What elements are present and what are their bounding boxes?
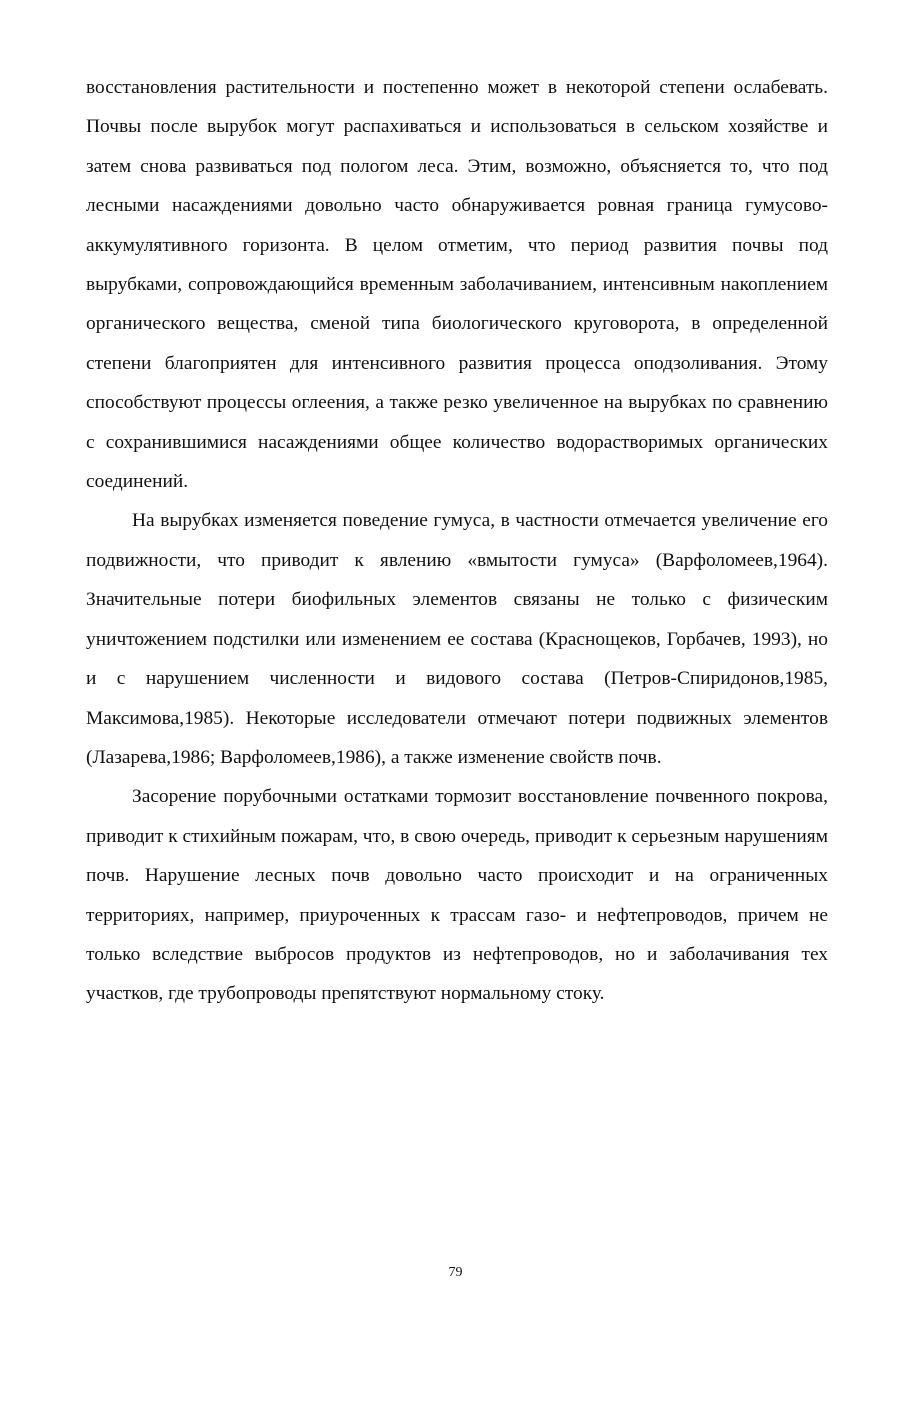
paragraph-debris: Засорение порубочными остатками тормозит восстановление почвенного покрова, приводит к стихийным пожарам, что, в свою очередь, приводит к серьезным нарушениям почв. Нарушение лесных почв довольно часто происходит и на ограниченных территориях, например, приуроченных к трассам газо- и нефтепроводов, причем не только вследствие выбросов продуктов из нефтепроводов, но и заболачивания тех участков, где трубопроводы препятствуют нормальному стоку.	[86, 786, 828, 1005]
paragraph-humus: На вырубках изменяется поведение гумуса, в частности отмечается увеличение его подвижности, что приводит к явлению «вмытости гумуса» (Варфоломеев,1964). Значительные потери биофильных элементов связаны не только с физическим уничтожением подстилки или изменением ее состава (Краснощеков, Горбачев, 1993), но и с нарушением численности и видового состава (Петров-Спиридонов,1985, Максимова,1985). Некоторые исследователи отмечают потери подвижных элементов (Лазарева,1986; Варфоломеев,1986), а также изменение свойств почв.	[86, 510, 828, 768]
page-number: 79	[448, 1265, 463, 1280]
paragraph-continuation: восстановления растительности и постепенно может в некоторой степени ослабевать. Почвы после вырубок могут распахиваться и использоваться в сельском хозяйстве и затем снова развиваться под пологом леса. Этим, возможно, объясняется то, что под лесными насаждениями довольно часто обнаруживается ровная граница гумусово-аккумулятивного горизонта. В целом отметим, что период развития почвы под вырубками, сопровождающийся временным заболачиванием, интенсивным накоплением органического вещества, сменой типа биологического круговорота, в определенной степени благоприятен для интенсивного развития процесса оподзоливания. Этому способствуют процессы оглеения, а также резко увеличенное на вырубках по сравнению с сохранившимися насаждениями общее количество водорастворимых органических соединений.	[86, 77, 828, 493]
body-text	[86, 68, 828, 1014]
